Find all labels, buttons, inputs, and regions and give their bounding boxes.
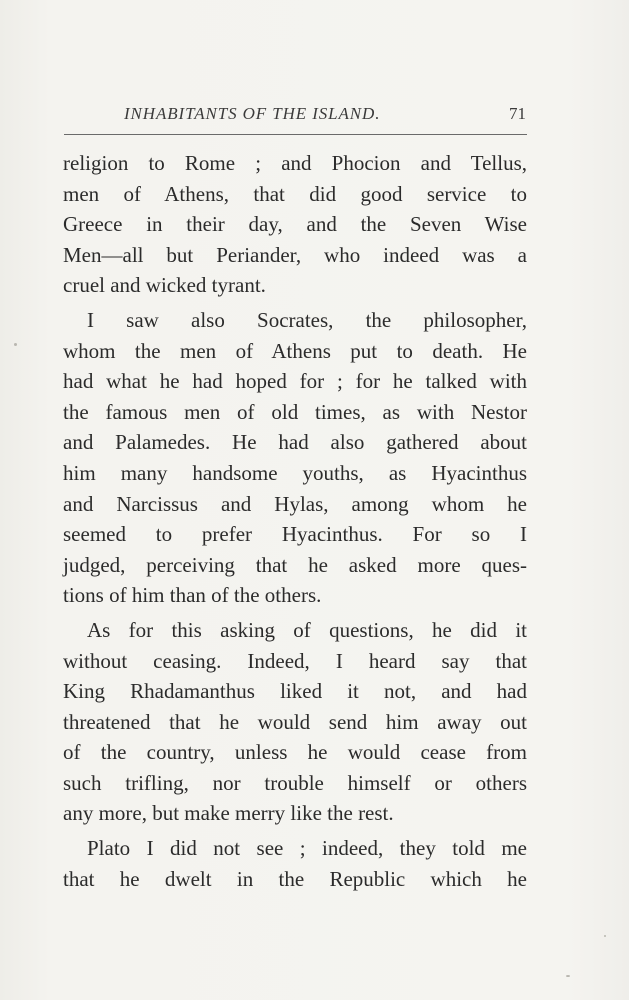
text-line: such trifling, nor trouble himself or others (63, 770, 527, 795)
text-line: tions of him than of the others. (63, 583, 322, 608)
text-line: seemed to prefer Hyacinthus. For so I (63, 522, 527, 547)
text-line: of the country, unless he would cease from (63, 740, 527, 765)
text-line: and Palamedes. He had also gathered about (63, 430, 527, 455)
paragraph-3 (63, 615, 527, 829)
text-line: judged, perceiving that he asked more ques- (63, 552, 527, 577)
text-line: cruel and wicked tyrant. (63, 273, 266, 298)
paper-speck (566, 975, 570, 977)
running-title: INHABITANTS OF THE ISLAND. (124, 104, 381, 123)
text-line: whom the men of Athens put to death. He (63, 338, 527, 363)
text-line: threatened that he would send him away out (63, 709, 527, 734)
text-line: Men—all but Periander, who indeed was a (63, 242, 527, 267)
text-line: men of Athens, that did good service to (63, 181, 527, 206)
text-line: had what he had hoped for ; for he talked with (63, 369, 527, 394)
text-line: Plato I did not see ; indeed, they told me (87, 836, 527, 861)
text-line: without ceasing. Indeed, I heard say that (63, 648, 527, 673)
paper-speck (604, 935, 606, 937)
text-line: any more, but make merry like the rest. (63, 801, 394, 826)
paragraph-2 (63, 305, 527, 611)
paper-speck (14, 343, 17, 346)
text-line: religion to Rome ; and Phocion and Tellus, (63, 151, 527, 175)
text-line: Greece in their day, and the Seven Wise (63, 212, 527, 237)
text-line: King Rhadamanthus liked it not, and had (63, 679, 527, 704)
text-line: him many handsome youths, as Hyacinthus (63, 460, 527, 485)
body-text (63, 148, 527, 898)
text-line: and Narcissus and Hylas, among whom he (63, 491, 527, 516)
text-line: the famous men of old times, as with Nestor (63, 399, 527, 424)
header-rule (64, 134, 527, 135)
paragraph-1 (63, 148, 527, 301)
paragraph-4 (63, 833, 527, 894)
text-line: that he dwelt in the Republic which he (63, 866, 527, 891)
running-head (64, 104, 526, 130)
text-line: As for this asking of questions, he did it (87, 617, 527, 642)
text-line: I saw also Socrates, the philosopher, (87, 307, 527, 332)
page-number: 71 (509, 104, 526, 123)
